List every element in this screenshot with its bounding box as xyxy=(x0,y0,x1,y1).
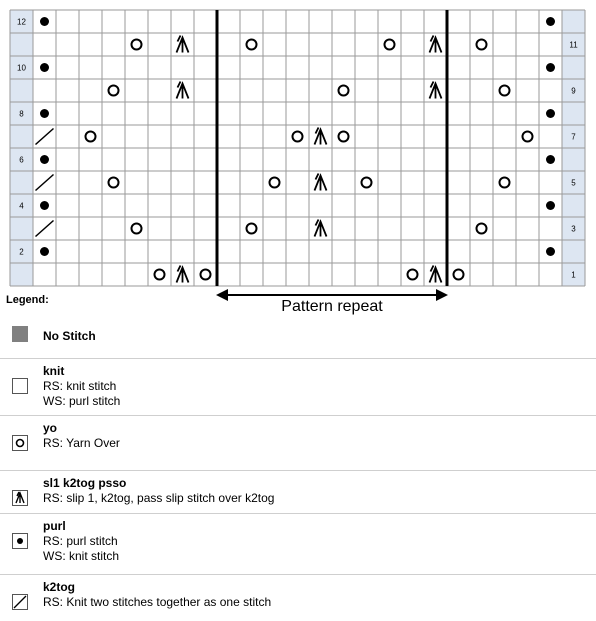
purl-symbol xyxy=(40,109,49,118)
sl1-k2tog-psso-symbol xyxy=(177,82,189,99)
yo-symbol xyxy=(454,270,464,280)
row-label-left: 4 xyxy=(19,201,24,211)
purl-symbol xyxy=(546,247,555,256)
sl1-k2tog-psso-symbol xyxy=(430,266,442,283)
row-label-left: 12 xyxy=(17,17,26,27)
row-label-left: 10 xyxy=(17,63,26,73)
yo-symbol xyxy=(109,178,119,188)
yo-symbol xyxy=(523,132,533,142)
legend-description: RS: purl stitch xyxy=(43,534,118,548)
row-label-right: 1 xyxy=(571,270,576,280)
legend-name: yo xyxy=(43,421,58,435)
yo-symbol xyxy=(132,40,142,50)
legend-divider xyxy=(0,358,596,359)
purl-symbol xyxy=(40,155,49,164)
purl-symbol xyxy=(546,63,555,72)
row-label-left: 6 xyxy=(19,155,24,165)
yo-symbol xyxy=(132,224,142,234)
purl-symbol xyxy=(546,155,555,164)
k2tog-symbol xyxy=(36,221,54,237)
yo-icon xyxy=(12,435,28,451)
legend-description: RS: knit stitch xyxy=(43,379,117,393)
yo-symbol xyxy=(339,86,349,96)
sl1-k2tog-psso-symbol xyxy=(177,36,189,53)
purl-symbol xyxy=(546,109,555,118)
k2tog-symbol xyxy=(36,129,54,145)
legend-name: knit xyxy=(43,364,65,378)
yo-symbol xyxy=(408,270,418,280)
row-label-right: 5 xyxy=(571,178,576,188)
yo-symbol xyxy=(339,132,349,142)
purl-symbol xyxy=(40,63,49,72)
yo-symbol xyxy=(477,224,487,234)
legend-divider xyxy=(0,470,596,471)
yo-symbol xyxy=(270,178,280,188)
k2tog-symbol xyxy=(36,175,54,191)
pattern-repeat-label: Pattern repeat xyxy=(281,298,383,315)
yo-symbol xyxy=(247,224,257,234)
yo-symbol xyxy=(86,132,96,142)
legend-divider xyxy=(0,415,596,416)
row-label-right: 3 xyxy=(571,224,576,234)
yo-symbol xyxy=(500,86,510,96)
legend-divider xyxy=(0,513,596,514)
sl1-k2tog-psso-symbol xyxy=(315,220,327,237)
legend-description: WS: purl stitch xyxy=(43,394,121,408)
legend-description: RS: Knit two stitches together as one stitch xyxy=(43,595,272,609)
legend-name: sl1 k2tog psso xyxy=(43,476,127,490)
purl-symbol xyxy=(546,17,555,26)
purl-symbol xyxy=(546,201,555,210)
legend-title: Legend: xyxy=(6,294,49,306)
knit-icon xyxy=(12,378,28,394)
row-label-left: 2 xyxy=(19,247,24,257)
purl-icon xyxy=(12,533,28,549)
knitting-chart xyxy=(0,0,596,290)
sl1-k2tog-psso-symbol xyxy=(315,174,327,191)
sk-icon xyxy=(12,490,28,506)
row-label-right: 11 xyxy=(569,40,578,50)
k2tog-icon xyxy=(12,594,28,610)
row-label-right: 7 xyxy=(571,132,576,142)
row-label-left: 8 xyxy=(19,109,24,119)
sl1-k2tog-psso-symbol xyxy=(430,82,442,99)
yo-symbol xyxy=(155,270,165,280)
yo-symbol xyxy=(201,270,211,280)
legend-divider xyxy=(0,574,596,575)
yo-symbol xyxy=(500,178,510,188)
purl-symbol xyxy=(40,201,49,210)
no-stitch-icon xyxy=(12,326,28,342)
legend-name: k2tog xyxy=(43,580,76,594)
legend-description: RS: Yarn Over xyxy=(43,436,120,450)
yo-symbol xyxy=(247,40,257,50)
yo-symbol xyxy=(477,40,487,50)
legend-name: purl xyxy=(43,519,66,533)
sl1-k2tog-psso-symbol xyxy=(315,128,327,145)
legend-description: WS: knit stitch xyxy=(43,549,120,563)
yo-symbol xyxy=(293,132,303,142)
yo-symbol xyxy=(362,178,372,188)
row-label-right: 9 xyxy=(571,86,576,96)
yo-symbol xyxy=(385,40,395,50)
sl1-k2tog-psso-symbol xyxy=(177,266,189,283)
purl-symbol xyxy=(40,247,49,256)
legend-description: RS: slip 1, k2tog, pass slip stitch over k2tog xyxy=(43,491,275,505)
purl-symbol xyxy=(40,17,49,26)
legend-name: No Stitch xyxy=(43,329,96,343)
yo-symbol xyxy=(109,86,119,96)
sl1-k2tog-psso-symbol xyxy=(430,36,442,53)
